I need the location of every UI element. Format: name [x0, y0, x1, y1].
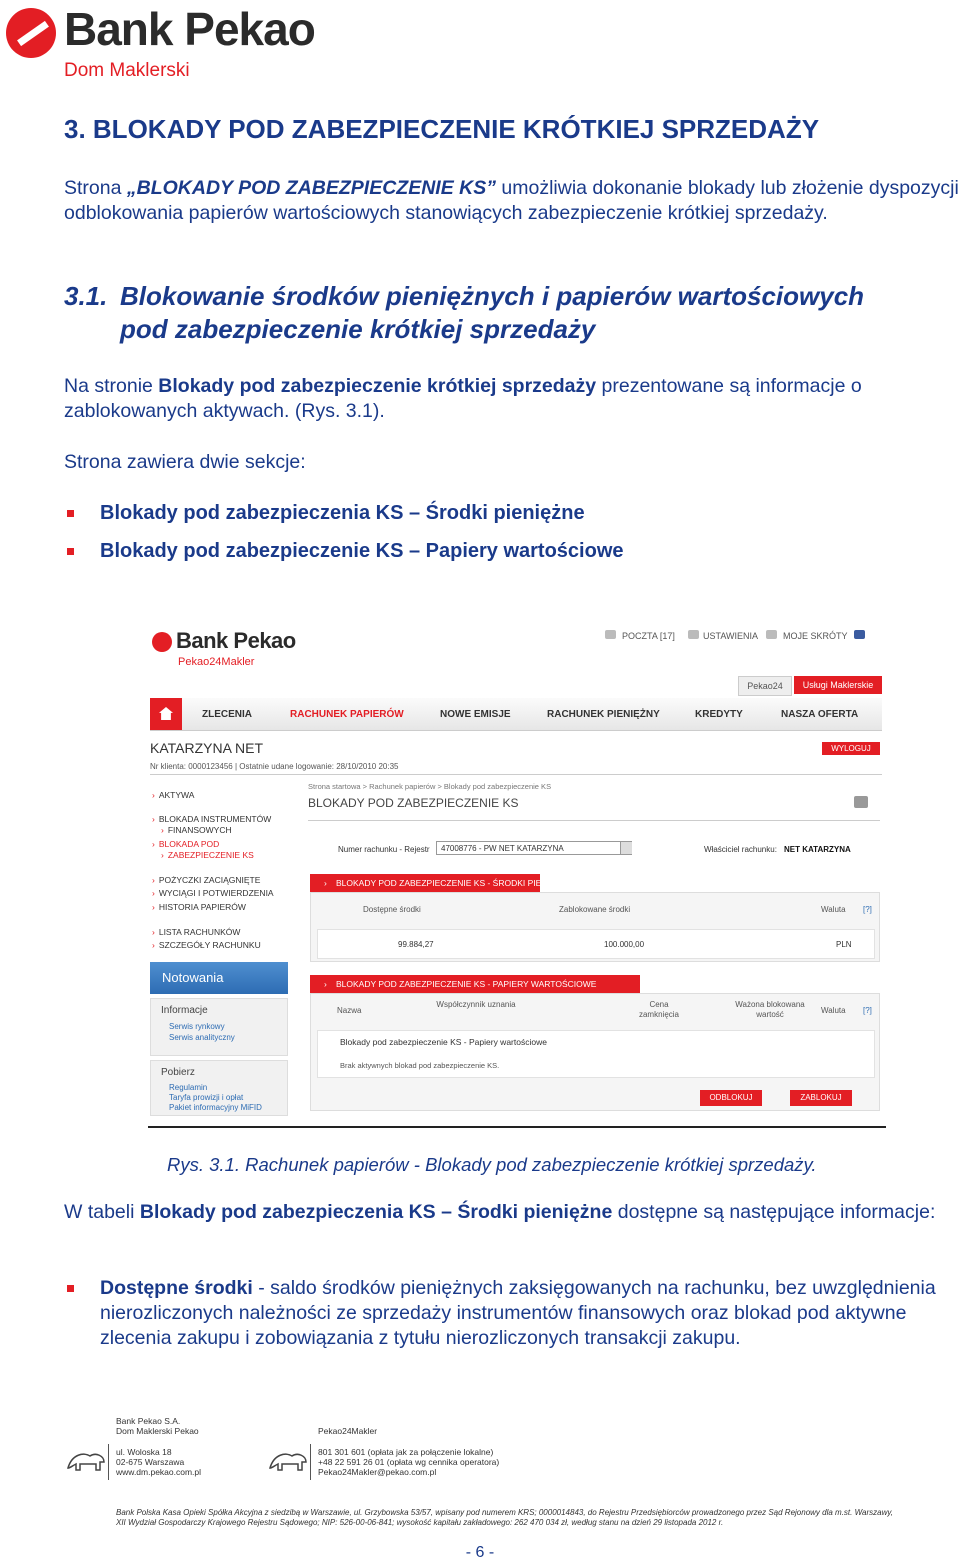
screenshot-page-title: BLOKADY POD ZABEZPIECZENIE KS: [308, 796, 519, 810]
section-heading: [64, 280, 944, 346]
col-zablokowane-srodki: Zablokowane środki: [559, 905, 631, 914]
section-srodki-header: › BLOKADY POD ZABEZPIECZENIE KS - ŚRODKI PIENIĘŻNE: [310, 874, 540, 892]
nav-nasza-oferta[interactable]: NASZA OFERTA: [781, 709, 859, 720]
footer-legal-line1: Bank Polska Kasa Opieki Spółka Akcyjna z siedzibą w Warszawie, ul. Grzybowska 53/57, wpisany pod numerem KRS; 0000014843, do Rejestru Przedsiębiorców prowadzonego przez Sąd Rejonowy dla m.st. Warszawy,: [116, 1508, 893, 1517]
intro-text-end: umożliwia dokonanie blokady lub złożenie dyspozycji odblokowania papierów wartościowych stanowiących zabezpieczenie krótkiej sprzedaży.: [64, 177, 959, 224]
intro-paragraph: [64, 176, 960, 226]
mail-icon[interactable]: [605, 630, 616, 639]
footer-bank-name: [116, 1416, 199, 1436]
tab-pekao24[interactable]: Pekao24: [738, 676, 792, 696]
account-label: Numer rachunku - Rejestr: [338, 845, 430, 854]
section-title-line2: pod zabezpieczenie krótkiej sprzedaży: [120, 314, 596, 344]
logo-subtitle: Dom Maklerski: [64, 60, 190, 81]
bullet-marker: [67, 1285, 74, 1292]
footer-phone2: +48 22 591 26 01 (opłata wg cennika operatora): [318, 1457, 500, 1467]
sidebar-item-lista-rachunkow[interactable]: › LISTA RACHUNKÓW: [152, 927, 240, 937]
pobierz-title: Pobierz: [161, 1067, 195, 1078]
link-taryfa[interactable]: Taryfa prowizji i opłat: [169, 1093, 244, 1102]
papiery-subtitle: Blokady pod zabezpieczenie KS - Papiery wartościowe: [340, 1037, 547, 1047]
page-number: - 6 -: [465, 1544, 495, 1561]
nav-kredyty[interactable]: KREDYTY: [695, 709, 743, 720]
cell-dostepne-srodki: 99.884,27: [398, 940, 434, 949]
logo-name: Bank Pekao: [64, 3, 315, 55]
intro-text-start: Strona: [64, 177, 127, 199]
tab-uslugi-maklerskie[interactable]: Usługi Maklerskie: [794, 676, 882, 694]
screenshot-logo-mark: [152, 632, 172, 652]
divider: [150, 774, 882, 775]
owner-label: Właściciel rachunku:: [704, 845, 777, 854]
breadcrumb[interactable]: Strona startowa > Rachunek papierów > Blokady pod zabezpieczenie KS: [308, 782, 552, 791]
footer-divider: [108, 1444, 109, 1480]
definition-term: Dostępne środki: [100, 1277, 253, 1299]
para4-end: dostępne są następujące informacje:: [612, 1201, 936, 1223]
sidebar-item-aktywa[interactable]: › AKTYWA: [152, 790, 194, 800]
link-moje-skroty[interactable]: MOJE SKRÓTY: [783, 631, 848, 641]
home-icon[interactable]: [150, 698, 182, 730]
shortcuts-icon[interactable]: [766, 630, 777, 639]
bison-logo-icon: [66, 1448, 106, 1474]
uk-flag-icon[interactable]: [854, 630, 865, 639]
table-row: [317, 929, 875, 959]
footer-addr1: ul. Woloska 18: [116, 1447, 172, 1457]
footer-contact: [318, 1447, 499, 1477]
footer-divider: [310, 1444, 311, 1480]
unlock-button[interactable]: ODBLOKUJ: [700, 1090, 762, 1106]
col-waluta: Waluta: [821, 905, 846, 914]
account-select[interactable]: 47008776 - PW NET KATARZYNA: [436, 841, 632, 855]
user-name: KATARZYNA NET: [150, 740, 264, 756]
section-papiery-header: › BLOKADY POD ZABEZPIECZENIE KS - PAPIERY WARTOŚCIOWE: [310, 975, 640, 993]
bison-logo-icon: [268, 1448, 308, 1474]
sidebar-item-blokada-ks[interactable]: › BLOKADA POD: [152, 839, 219, 849]
link-serwis-rynkowy[interactable]: Serwis rynkowy: [169, 1022, 225, 1031]
footer-email[interactable]: Pekao24Makler@pekao.com.pl: [318, 1467, 437, 1477]
nav-nowe-emisje[interactable]: NOWE EMISJE: [440, 709, 511, 720]
sidebar-item-wyciagi[interactable]: › WYCIĄGI I POTWIERDZENIA: [152, 888, 274, 898]
col-dostepne-srodki: Dostępne środki: [363, 905, 421, 914]
link-poczta[interactable]: POCZTA [17]: [622, 631, 675, 641]
para2-bold: Blokady pod zabezpieczenie krótkiej sprzedaży: [158, 375, 597, 397]
sections-intro: Strona zawiera dwie sekcje:: [64, 451, 306, 473]
col-nazwa: Nazwa: [337, 1006, 362, 1015]
list-item: Blokady pod zabezpieczenia KS – Środki pieniężne: [100, 502, 585, 524]
screenshot-logo-sub: Pekao24Makler: [178, 656, 255, 668]
footer-phone1: 801 301 601 (opłata jak za połączenie lokalne): [318, 1447, 494, 1457]
footer-bank-line2: Dom Maklerski Pekao: [116, 1426, 199, 1436]
bullet-marker: [67, 510, 74, 517]
sidebar-item-pozyczki[interactable]: › POŻYCZKI ZACIĄGNIĘTE: [152, 875, 260, 885]
footer-pekao24makler: Pekao24Makler: [318, 1426, 378, 1436]
col-cena-zamkniecia: Cena zamknięcia: [638, 1000, 679, 1019]
notowania-button[interactable]: Notowania: [150, 962, 288, 994]
sidebar-item-blokada-instrumentow-cont[interactable]: › FINANSOWYCH: [152, 825, 232, 835]
link-ustawienia[interactable]: USTAWIENIA: [703, 631, 759, 641]
link-regulamin[interactable]: Regulamin: [169, 1083, 208, 1092]
table-info-paragraph: [64, 1200, 954, 1225]
nav-rachunek-pieniezny[interactable]: RACHUNEK PIENIĘŻNY: [547, 709, 660, 720]
owner-value: NET KATARZYNA: [784, 845, 851, 854]
sidebar-item-szczegoly[interactable]: › SZCZEGÓŁY RACHUNKU: [152, 940, 261, 950]
figure-divider: [148, 1126, 886, 1128]
footer-website[interactable]: www.dm.pekao.com.pl: [116, 1467, 202, 1477]
footer-addr2: 02-675 Warszawa: [116, 1457, 185, 1467]
cell-zablokowane-srodki: 100.000,00: [604, 940, 645, 949]
col-waluta-2: Waluta: [821, 1006, 846, 1015]
link-pakiet-mifid[interactable]: Pakiet informacyjny MiFID: [169, 1103, 262, 1112]
figure-caption: Rys. 3.1. Rachunek papierów - Blokady pod zabezpieczenie krótkiej sprzedaży.: [167, 1154, 817, 1175]
divider: [308, 820, 880, 821]
nav-zlecenia[interactable]: ZLECENIA: [202, 709, 252, 720]
print-icon[interactable]: [854, 796, 868, 808]
logout-button[interactable]: WYLOGUJ: [822, 742, 880, 755]
intro-page-name: „BLOKADY POD ZABEZPIECZENIE KS”: [126, 177, 496, 199]
definition-item: [100, 1276, 960, 1351]
chevron-down-icon[interactable]: [620, 842, 632, 854]
description-paragraph: [64, 374, 954, 424]
col-wazona-wartosc: Ważona blokowana wartość: [735, 1000, 805, 1019]
para2-end: prezentowane są informacje o zablokowanych aktywach. (Rys. 3.1).: [64, 375, 862, 422]
help-icon[interactable]: [?]: [863, 1006, 872, 1015]
informacje-title: Informacje: [161, 1005, 208, 1016]
help-icon[interactable]: [?]: [863, 905, 872, 914]
srodki-table: [310, 892, 880, 962]
footer-bank-line1: Bank Pekao S.A.: [116, 1416, 181, 1426]
settings-icon[interactable]: [688, 630, 699, 639]
informacje-box: [150, 998, 288, 1056]
sidebar-item-historia[interactable]: › HISTORIA PAPIERÓW: [152, 902, 246, 912]
list-item: Blokady pod zabezpieczenie KS – Papiery wartościowe: [100, 540, 624, 562]
para4-start: W tabeli: [64, 1201, 140, 1223]
main-nav-bar: [150, 698, 882, 731]
section-number: 3.1.: [64, 281, 108, 311]
pobierz-box: [150, 1060, 288, 1116]
para4-bold: Blokady pod zabezpieczenia KS – Środki pieniężne: [139, 1201, 613, 1223]
client-info: Nr klienta: 0000123456 | Ostatnie udane logowanie: 28/10/2010 20:35: [150, 762, 399, 771]
section-title-line1: Blokowanie środków pieniężnych i papierów wartościowych: [120, 281, 865, 311]
para2-start: Na stronie: [64, 375, 159, 397]
papiery-empty-message: Brak aktywnych blokad pod zabezpieczenie KS.: [340, 1061, 500, 1070]
definition-text: - saldo środków pieniężnych zaksięgowanych na rachunku, bez uwzględnienia nierozliczonych należności ze sprzedaży instrumentów finansowych oraz blokad pod aktywne zlecenia zakupu i zobowiązania z tytułu nierozliczonych transakcji zakupu.: [100, 1277, 936, 1349]
sidebar-item-blokada-instrumentow[interactable]: › BLOKADA INSTRUMENTÓW: [152, 814, 271, 824]
footer-legal-line2: XII Wydział Gospodarczy Krajowego Rejestru Sądowego; NIP: 526-00-06-841; wysokość kapitału zakładowego: 262 470 034 zł, według stanu na dzień 29 listopada 2012 r.: [116, 1518, 724, 1527]
bank-pekao-logo-mark: [6, 8, 56, 58]
bank-pekao-logo: [6, 4, 326, 84]
lock-button[interactable]: ZABLOKUJ: [790, 1090, 852, 1106]
chapter-heading: 3. BLOKADY POD ZABEZPIECZENIE KRÓTKIEJ SPRZEDAŻY: [64, 114, 820, 144]
link-serwis-analityczny[interactable]: Serwis analityczny: [169, 1033, 235, 1042]
screenshot-logo-name: Bank Pekao: [176, 628, 296, 653]
footer-legal: [116, 1508, 936, 1528]
footer-address: [116, 1447, 201, 1477]
bullet-marker: [67, 548, 74, 555]
cell-waluta: PLN: [836, 940, 852, 949]
table-body: [317, 1030, 875, 1078]
sidebar-item-blokada-ks-cont[interactable]: › ZABEZPIECZENIE KS: [152, 850, 254, 860]
nav-rachunek-papierow[interactable]: RACHUNEK PAPIERÓW: [290, 709, 404, 720]
col-wspolczynnik: Współczynnik uznania: [436, 1000, 516, 1009]
